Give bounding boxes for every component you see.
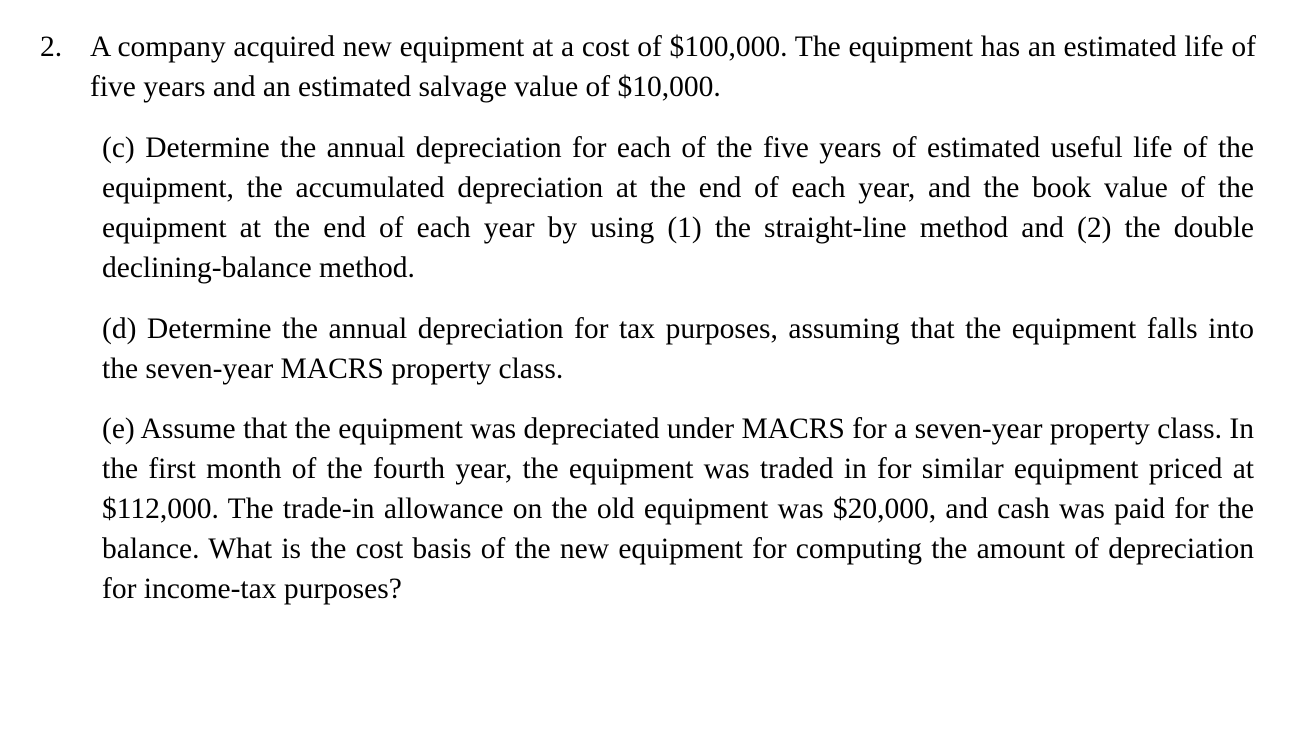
part-d-question: (d) Determine the annual depreciation for tax purposes, assuming that the equipment falls into the seven-year MACRS property class. (102, 313, 1254, 385)
problem-number: 2. (40, 31, 63, 63)
part-c-question: (c) Determine the annual depreciation for each of the five years of estimated useful life of the equipment, the accumulated depreciation at the end of each year, and the book value of the equipment at the end of each year by using (1) the straight-line method and (2) the double declining-balance method. (102, 132, 1254, 284)
problem-statement: A company acquired new equipment at a cost of $100,000. The equipment has an estimated life of five years and an estimated salvage value of $10,000. (90, 31, 1256, 103)
part-e-question: (e) Assume that the equipment was depreciated under MACRS for a seven-year property class. In the first month of the fourth year, the equipment was traded in for similar equipment priced at $112,000. The trade-in allowance on the old equipment was $20,000, and cash was paid for the balance. What is the cost basis of the new equipment for computing the amount of depreciation for income-tax purposes? (102, 413, 1254, 605)
